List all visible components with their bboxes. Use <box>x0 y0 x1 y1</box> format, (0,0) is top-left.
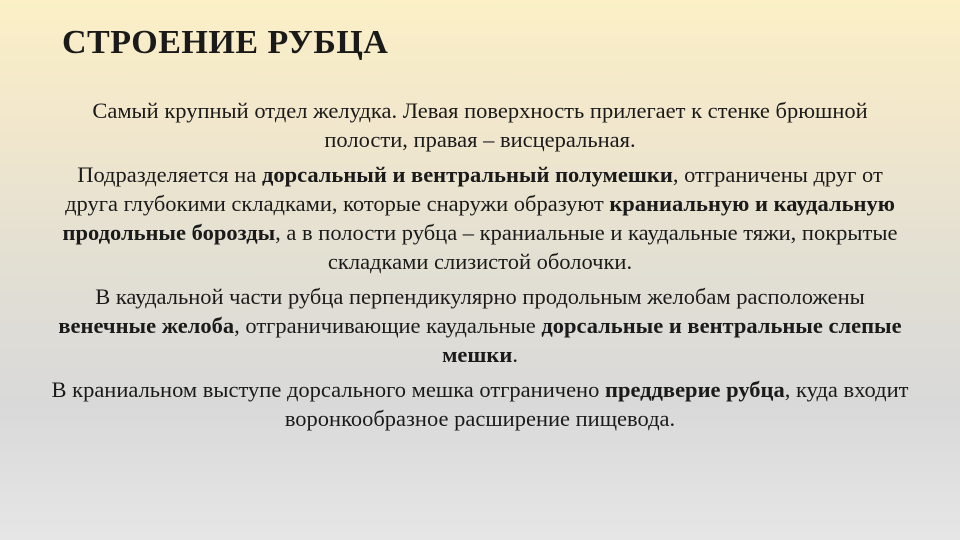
bold-term: дорсальные и вентральные слепые мешки <box>442 313 902 367</box>
text-run: , отграничивающие каудальные <box>234 313 542 338</box>
text-run: В каудальной части рубца перпендикулярно продольным желобам расположены <box>95 284 865 309</box>
text-run: Подразделяется на <box>77 162 262 187</box>
slide-title: СТРОЕНИЕ РУБЦА <box>62 24 389 61</box>
bold-term: венечные желоба <box>58 313 235 338</box>
text-run: Самый крупный отдел желудка. Левая поверхность прилегает к стенке брюшной полости, правая – висцеральная. <box>92 98 868 152</box>
bold-term: дорсальный и вентральный полумешки <box>261 162 673 187</box>
bold-term: краниальную и каудальную продольные борозды <box>62 191 895 245</box>
text-run: В краниальном выступе дорсального мешка отграничено <box>51 377 605 402</box>
bold-term: преддверие рубца <box>604 377 785 402</box>
slide-body <box>50 96 910 439</box>
paragraph-3 <box>50 282 910 369</box>
paragraph-2 <box>50 160 910 276</box>
text-run: , отграничены друг от друга глубокими складками, которые снаружи образуют <box>65 162 883 216</box>
text-run: , куда входит воронкообразное расширение пищевода. <box>284 377 909 431</box>
text-run: , а в полости рубца – краниальные и каудальные тяжи, покрытые складками слизистой оболочки. <box>275 220 898 274</box>
paragraph-4 <box>50 375 910 433</box>
paragraph-1 <box>50 96 910 154</box>
text-run: . <box>512 342 518 367</box>
